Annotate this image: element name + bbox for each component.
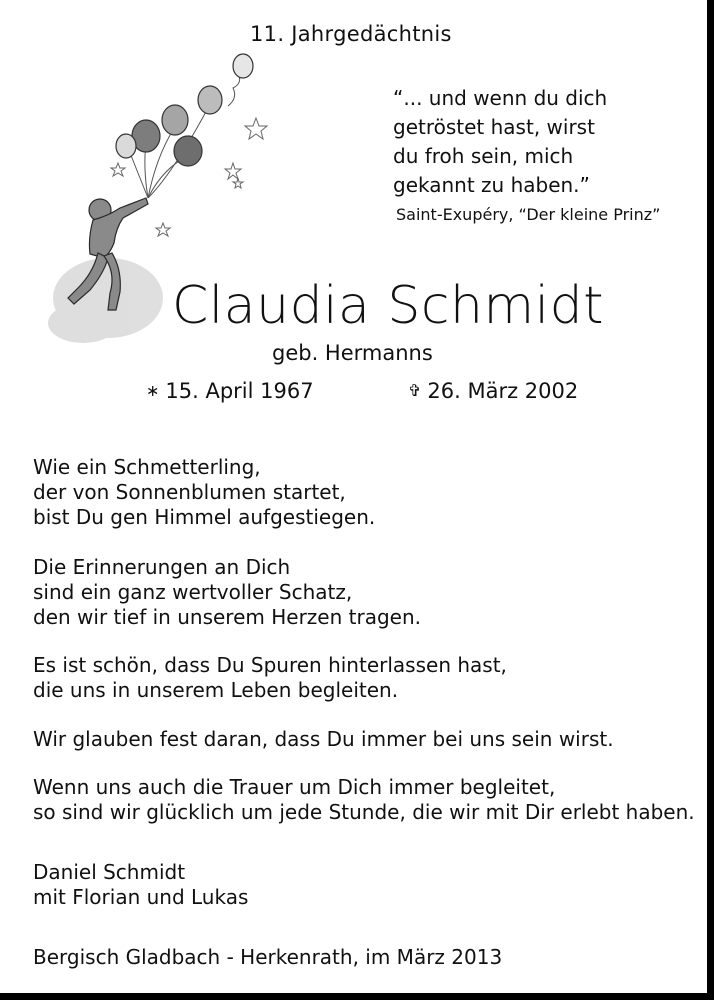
poem-stanza [33,555,421,630]
anniversary-heading: 11. Jahrgedächtnis [250,22,452,46]
birth-date: 15. April 1967 [165,379,314,403]
poem-line: die uns in unserem Leben begleiten. [33,678,399,702]
poem-line: sind ein ganz wertvoller Schatz, [33,580,353,604]
balloon-icon [162,105,188,135]
poem-line: den wir tief in unserem Herzen tragen. [33,605,421,629]
poem-line: der von Sonnenblumen startet, [33,480,346,504]
poem-line: so sind wir glücklich um jede Stunde, die wir mit Dir erlebt haben. [33,800,695,824]
signature-block [33,860,248,910]
birth-date-line [146,379,314,403]
balloon-icon [233,54,253,78]
quote-line: gekannt zu haben.” [393,173,590,197]
poem-line: Wir glauben fest daran, dass Du immer bei uns sein wirst. [33,727,614,751]
signature-line: Daniel Schmidt [33,860,186,884]
poem-line: Wie ein Schmetterling, [33,455,261,479]
quote-line: getröstet hast, wirst [393,115,595,139]
place-date: Bergisch Gladbach - Herkenrath, im März 2013 [33,945,503,969]
poem-line: Es ist schön, dass Du Spuren hinterlassen hast, [33,653,507,677]
birth-star-icon: ∗ [146,381,160,400]
deceased-name: Claudia Schmidt [172,276,604,336]
poem-stanza [33,653,507,703]
poem-line: bist Du gen Himmel aufgestiegen. [33,505,376,529]
poem-stanza [33,727,614,752]
signature-line: mit Florian und Lukas [33,885,249,909]
balloon-icon [198,86,222,114]
poem-line: Die Erinnerungen an Dich [33,555,291,579]
death-date-line [408,379,578,403]
quote-block [393,84,607,200]
quote-line: “... und wenn du dich [393,86,608,110]
balloon-icon [116,134,136,158]
balloons [116,54,253,166]
cross-icon: ✞ [408,381,422,400]
poem-stanza [33,775,695,825]
quote-line: du froh sein, mich [393,144,574,168]
sky-texture [48,258,163,343]
quote-source: Saint-Exupéry, “Der kleine Prinz” [396,205,661,224]
poem-line: Wenn uns auch die Trauer um Dich immer begleitet, [33,775,556,799]
maiden-name: geb. Hermanns [272,341,433,365]
balloon-icon [174,136,202,166]
poem-stanza [33,455,375,530]
death-date: 26. März 2002 [427,379,579,403]
